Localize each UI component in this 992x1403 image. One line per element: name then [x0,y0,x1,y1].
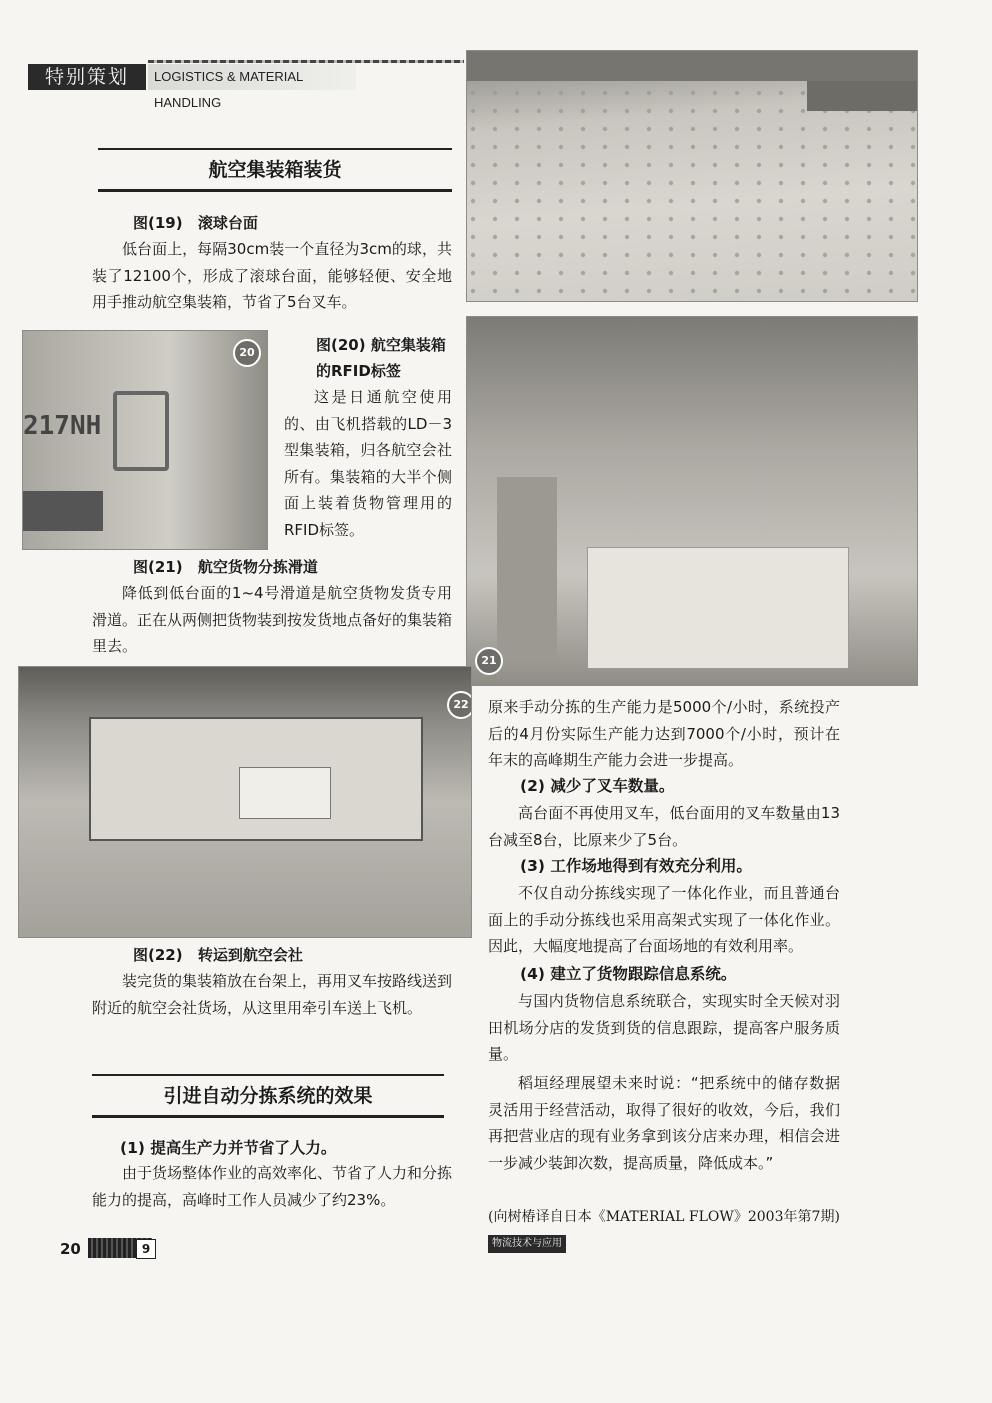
header-section-label: 特别策划 [28,64,146,90]
photo-rfid-container [22,330,268,550]
caption-number: 图(21) [133,558,183,576]
section-title-container-loading [98,148,452,192]
caption-title: 航空货物分拣滑道 [197,558,318,576]
caption-title: 转运到航空会社 [197,946,303,964]
source-credit [488,1204,840,1257]
section-title: 引进自动分拣系统的效果 [163,1085,373,1107]
effect-text-1b: 原来手动分拣的生产能力是5000个/小时，系统投产后的4月份实际生产能力达到7000个/小时，预计在年末的高峰期生产能力会进一步提高。 [488,698,840,769]
header-english-label: LOGISTICS & MATERIAL HANDLING [148,64,356,90]
effect-heading-3: (3) 工作场地得到有效充分利用。 [520,857,752,875]
caption-number: 图(20) [316,336,366,354]
container-id-text: 217NH [23,411,102,441]
figure-badge-21: 21 [475,647,503,675]
effect-heading-1: (1) 提高生产力并节省了人力。 [120,1139,337,1157]
section-title: 航空集装箱装货 [208,159,342,181]
air-container [497,477,557,657]
effect-text-1a: 由于货场整体作业的高效率化、节省了人力和分拣能力的提高，高峰时工作人员减少了约23%。 [92,1164,453,1209]
caption-number: 图(22) [133,946,183,964]
figure-badge-22: 22 [447,691,472,719]
figure-text-21: 降低到低台面的1~4号滑道是航空货物发货专用滑道。正在从两侧把货物装到按发货地点备好的集装箱里去。 [92,584,453,655]
effect-heading-2: (2) 减少了叉车数量。 [520,777,675,795]
section-title-container-effects [92,1074,444,1118]
figure-caption-21 [133,556,318,577]
airline-stripe [23,491,103,531]
source-text: (向树椿译自日本《MATERIAL FLOW》2003年第7期) [488,1209,840,1225]
page-number: 20 [60,1240,81,1258]
effect-text-2: 高台面不再使用叉车，低台面用的叉车数量由13台减至8台，比原来少了5台。 [488,804,840,849]
effect-heading-4: (4) 建立了货物跟踪信息系统。 [520,965,737,983]
figure-text-20: 这是日通航空使用的、由飞机搭载的LD－3型集装箱，归各航空会社所有。集装箱的大半个侧面上装着货物管理用的RFID标签。 [284,388,452,539]
header-rule [148,60,464,63]
figure-caption-20 [316,332,452,384]
figure-caption-19 [133,212,258,233]
issue-number: 9 [136,1239,156,1259]
caption-title: 滚球台面 [197,214,258,232]
loaded-container [239,767,331,819]
effect-text-3: 不仅自动分拣线实现了一体化作业，而且普通台面上的手动分拣线也采用高架式实现了一体化作业。因此，大幅度地提高了台面场地的有效利用率。 [488,884,840,955]
caption-number: 图(19) [133,214,183,232]
cargo-boxes [587,547,849,669]
figure-caption-22 [133,944,303,965]
figure-text-19: 低台面上，每隔30cm装一个直径为3cm的球，共装了12100个，形成了滚球台面，能够轻便、安全地用手推动航空集装箱，节省了5台叉车。 [92,240,452,311]
source-badge: 物流技术与应用 [488,1235,566,1253]
ball-table-pattern [467,51,918,302]
rfid-tag [113,391,169,471]
photo-ball-table [466,50,918,302]
photo-transfer-to-airline [18,666,472,938]
effect-text-4: 与国内货物信息系统联合，实现实时全天候对羽田机场分店的发货到货的信息跟踪，提高客户服务质量。 [488,992,840,1063]
figure-badge-20: 20 [233,339,261,367]
figure-text-22: 装完货的集装箱放在台架上，再用叉车按路线送到附近的航空会社货场，从这里用牵引车送上飞机。 [92,972,453,1017]
photo-sorting-chute [466,316,918,686]
caption-title: 航空集装箱的RFID标签 [316,336,446,380]
closing-quote: 稻垣经理展望未来时说：“把系统中的储存数据灵活用于经营活动，取得了很好的收效，今后，我们再把营业店的现有业务拿到该分店来办理，相信会进一步减少装卸次数，提高质量，降低成本。” [488,1074,840,1172]
